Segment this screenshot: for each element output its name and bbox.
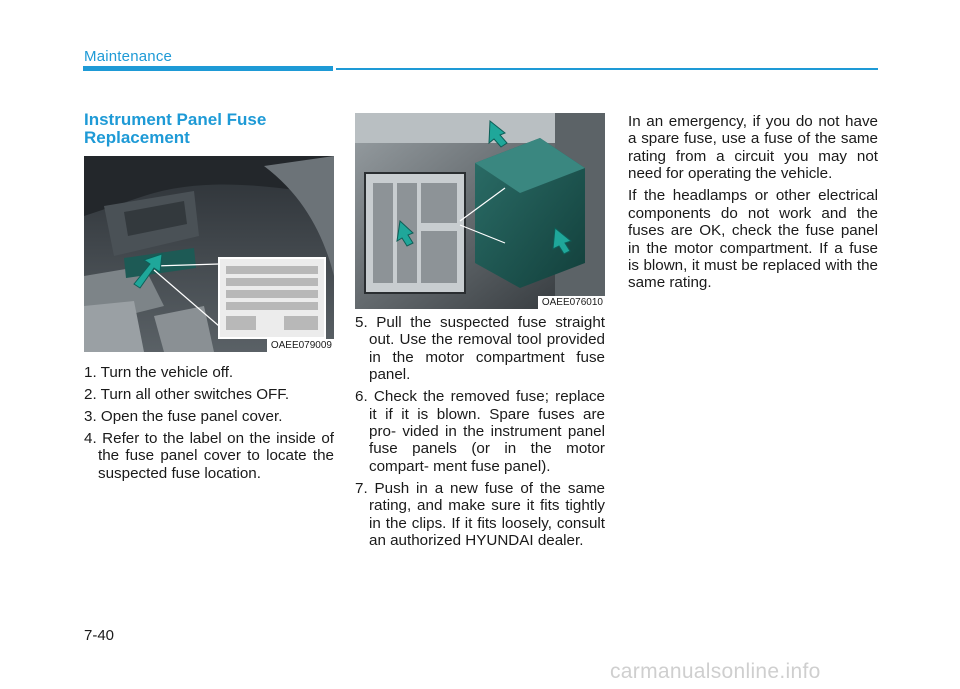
list-item: 7. Push in a new fuse of the same rating, and make sure it fits tightly in the clips. If it fits loosely, consult an authorized HYUNDAI dealer.	[355, 479, 605, 550]
section-title: Instrument Panel Fuse Replacement	[84, 110, 267, 147]
figure-code: OAEE079009	[267, 339, 334, 352]
list-item: 2. Turn all other switches OFF.	[84, 386, 290, 403]
list-item: 6. Check the removed fuse; replace it if it is blown. Spare fuses are pro- vided in the instrument panel fuse panels (or in the motor compart- ment fuse panel).	[355, 388, 605, 475]
list-item: 4. Refer to the label on the inside of the fuse panel cover to locate the suspected fuse location.	[84, 430, 334, 482]
instrument-panel-illustration	[84, 156, 334, 352]
paragraph: In an emergency, if you do not have a spare fuse, use a fuse of the same rating from a circuit you may not need for operating the vehicle.	[628, 113, 878, 183]
middle-column	[355, 113, 605, 554]
page-number: 7-40	[84, 627, 115, 644]
steps-list	[355, 314, 605, 549]
left-column	[84, 111, 334, 487]
watermark: carmanualsonline.info	[610, 660, 821, 683]
engine-compartment-illustration	[355, 113, 605, 309]
section-label: Maintenance	[84, 48, 173, 65]
header-rule-thick	[83, 66, 333, 71]
engine-fuse-box-figure	[355, 113, 605, 309]
paragraph: If the headlamps or other electrical components do not work and the fuses are OK, check the fuse panel in the motor compartment. If a fuse is blown, it must be replaced with the same rating.	[628, 187, 878, 292]
instrument-panel-figure	[84, 156, 334, 352]
header-rule-thin	[336, 68, 878, 70]
list-item: 1. Turn the vehicle off.	[84, 364, 234, 381]
list-item: 5. Pull the suspected fuse straight out. Use the removal tool provided in the motor compartment fuse panel.	[355, 314, 605, 384]
right-column	[628, 113, 878, 296]
figure-code: OAEE076010	[538, 296, 605, 309]
steps-list	[84, 364, 334, 482]
list-item: 3. Open the fuse panel cover.	[84, 408, 283, 425]
